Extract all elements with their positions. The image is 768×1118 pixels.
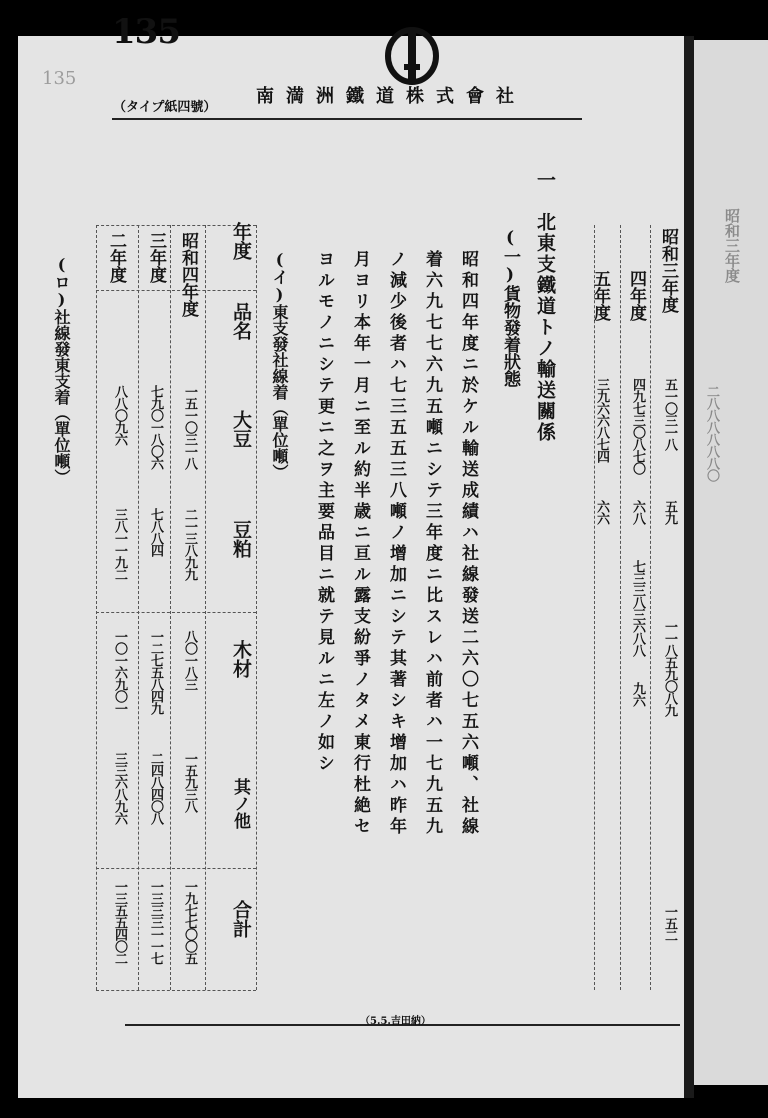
row-label-showa4: 昭和四年度 [178,232,198,317]
header-timber: 木材 [230,640,252,678]
paragraph-line-4: 月ヨリ本年一月ニ至ル約半歳ニ亘ル露支紛爭ノタメ東行杜絶セ [350,250,370,838]
right-col2-value: 四九七三〇八七〇 [630,378,645,474]
right-col-line [650,225,651,990]
table-row-line [96,612,256,613]
table-col-line [96,225,97,990]
cell-r2-bean-cake: 七八八四 [148,508,163,556]
adjacent-page-strip [694,40,768,1085]
table-col-line [205,225,206,990]
header-year: 年度 [230,222,252,260]
header-rule [112,118,582,120]
cell-r1-soy: 一五一〇三一八 [182,385,197,469]
cell-r3-bean-cake: 三八一一九二 [112,508,127,580]
header-bean-cake: 豆粕 [230,520,252,558]
cell-r3-total: 一三五五四〇二 [112,880,127,964]
paragraph-line-3: ノ減少後者ハ七三五五三八噸ノ增加ニシテ其著シキ增加ハ昨年 [386,250,406,838]
table-col-line [138,225,139,990]
cell-r1-total: 一九七七〇〇五 [182,880,197,964]
page-number: 135 [112,12,180,52]
strip-row-text: 二八八八八八八〇 [704,385,719,481]
cell-r3-soy: 八八〇九六 [112,385,127,445]
paragraph-line-5: ヨルモノニシテ更ニ之ヲ主要品目ニ就テ見ルニ左ノ如シ [314,250,334,775]
form-label: （タイプ紙四號） [113,100,217,115]
table-col-line [256,225,257,990]
right-col3-value: 六六 [594,500,609,524]
right-col2-value: 六八 [630,500,645,524]
row-label-year3: 三年度 [146,232,166,283]
header-soy: 大豆 [230,410,252,448]
row-label-year2: 二年度 [106,232,126,283]
table-ro-title: (ロ)社線發東支着（單位噸） [52,255,71,485]
company-name: 南満洲鐵道株式會社 [256,86,526,107]
right-col1-value: 五九 [662,500,677,524]
right-col-line [594,225,595,990]
section-title: 一 北東支鐵道トノ輸送關係 [534,170,556,443]
header-item: 品名 [230,302,252,340]
table-i-title: (イ)東支發社線着（單位噸） [270,250,289,480]
right-col2-value: 七三三八三六八八 [630,560,645,656]
right-col1-value: 五一〇三一八 [662,378,677,450]
ghost-page-number: 135 [42,68,77,89]
table-bottom-border [96,990,256,991]
paragraph-line-1: 昭和四年度ニ於ケル輸送成績ハ社線發送二六〇七五六噸、社線 [458,250,478,838]
cell-r2-soy: 七九〇一八〇六 [148,385,163,469]
right-col1-label: 昭和三年度 [658,228,678,313]
cell-r1-bean-cake: 二一三八九九 [182,508,197,580]
cell-r3-other: 三三六八九六 [112,752,127,824]
footer-note: （5.5.吉田納） [360,1016,431,1027]
cell-r1-timber: 八〇一八三 [182,630,197,690]
right-col3-value: 三九六六八七四 [594,378,609,462]
page-gutter [684,36,694,1098]
right-col-line [620,225,621,990]
right-col1-value: 一一八五九〇八九 [662,620,677,716]
paragraph-line-2: 着六九七七六九五噸ニシテ三年度ニ比スレハ前者ハ一七九五九 [422,250,442,838]
table-row-line [96,868,256,869]
strip-top-text: 昭和三年度 [723,208,741,283]
cell-r2-other: 二四八四〇八 [148,752,163,824]
cell-r3-timber: 一〇一六九〇一 [112,630,127,714]
table-col-line [170,225,171,990]
header-other: 其ノ他 [230,778,250,829]
subsection-title: (一)貨物發着狀態 [500,228,520,387]
company-logo-icon [382,26,442,86]
cell-r2-total: 一三三三一一七 [148,880,163,964]
right-col2-value: 九六 [630,682,645,706]
header-total: 合計 [230,900,252,938]
right-col3-label: 五年度 [590,270,610,321]
right-col2-label: 四年度 [626,270,646,321]
cell-r1-other: 一五九三八 [182,752,197,812]
right-col1-value: 一五二 [662,905,677,941]
cell-r2-timber: 一二七五八四九 [148,630,163,714]
